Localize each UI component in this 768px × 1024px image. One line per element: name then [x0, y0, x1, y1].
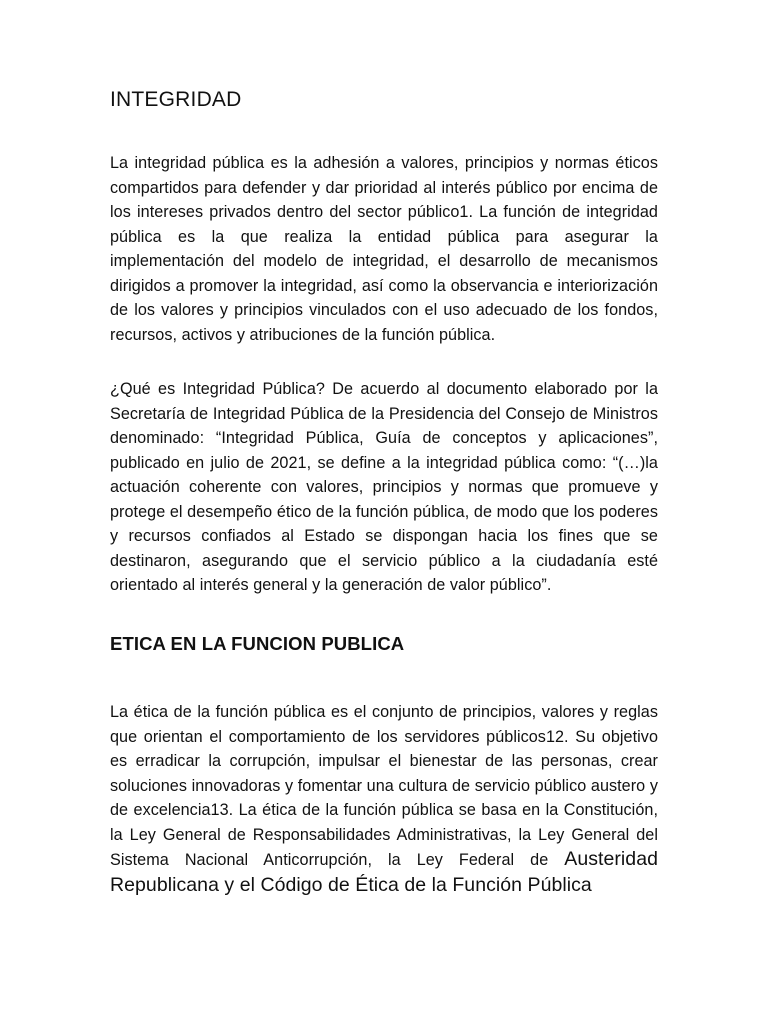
etica-section-heading: ETICA EN LA FUNCION PUBLICA — [110, 633, 405, 654]
integridad-publica-paragraph: ¿Qué es Integridad Pública? De acuerdo al documento elaborado por la Secretaría de Integridad Pública de la Presidencia del Consejo de Ministros denominado: “Integridad Pública, Guía de conceptos y aplicaciones”, publicado en julio de 2021, se define a la integridad pública como: “(…)la actuación coherente con valores, principios y normas que promueve y protege el desempeño ético de la función pública, de modo que los poderes y recursos confiados al Estado se dispongan hacia los fines que se destinaron, asegurando que el servicio público a la ciudadanía esté orientado al interés general y la generación de valor público”. — [110, 380, 658, 594]
etica-paragraph — [110, 700, 658, 898]
etica-paragraph-main-text: La ética de la función pública es el conjunto de principios, valores y reglas que orientan el comportamiento de los servidores públicos12. Su objetivo es erradicar la corrupción, impulsar el bienestar de las personas, crear soluciones innovadoras y fomentar una cultura de servicio público austero y de excelencia13. La ética de la función pública se basa en la Constitución, la Ley General de Responsabilidades Administrativas, la Ley General del Sistema Nacional Anticorrupción, la Ley Federal de — [110, 703, 658, 869]
integridad-paragraph: La integridad pública es la adhesión a valores, principios y normas éticos compartidos para defender y dar prioridad al interés público por encima de los intereses privados dentro del sector público1. La función de integridad pública es la que realiza la entidad pública para asegurar la implementación del modelo de integridad, el desarrollo de mecanismos dirigidos a promover la integridad, así como la observancia e interiorización de los valores y principios vinculados con el uso adecuado de los fondos, recursos, activos y atribuciones de la función pública. — [110, 154, 658, 344]
document-title: INTEGRIDAD — [110, 88, 242, 111]
etica-paragraph-larger-text: Austeridad Republicana y el Código de Ética de la Función Pública — [110, 848, 658, 896]
